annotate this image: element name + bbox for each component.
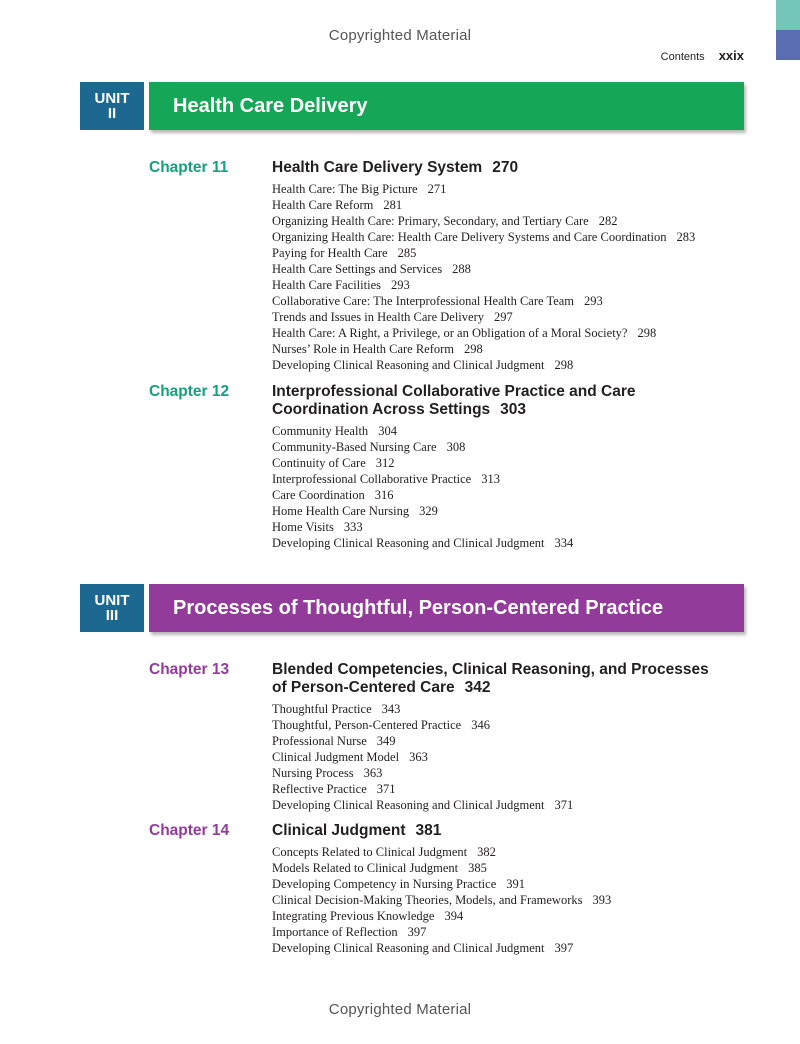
page-number: xxix <box>718 48 744 63</box>
section-entry: Thoughtful, Person-Centered Practice 346 <box>272 718 490 732</box>
section-entry: Home Visits 333 <box>272 520 363 534</box>
section-entry: Organizing Health Care: Primary, Secondary, and Tertiary Care 282 <box>272 214 618 228</box>
section-entry: Health Care: A Right, a Privilege, or an Obligation of a Moral Society? 298 <box>272 326 657 340</box>
section-entry: Community Health 304 <box>272 424 397 438</box>
section-entry: Community-Based Nursing Care 308 <box>272 440 466 454</box>
watermark-top: Copyrighted Material <box>328 27 472 44</box>
section-entry: Health Care Facilities 293 <box>272 278 410 292</box>
section-entry: Continuity of Care 312 <box>272 456 395 470</box>
section-entry: Health Care: The Big Picture 271 <box>272 182 447 196</box>
section-entry: Reflective Practice 371 <box>272 782 396 796</box>
corner-tab-blue <box>776 30 800 60</box>
chapter-title-line: Interprofessional Collaborative Practice and Care <box>272 383 636 400</box>
section-entry: Developing Clinical Reasoning and Clinical Judgment 298 <box>272 358 574 372</box>
section-entry: Models Related to Clinical Judgment 385 <box>272 861 487 875</box>
unit-word: UNIT <box>94 90 130 107</box>
section-entry: Health Care Settings and Services 288 <box>272 262 471 276</box>
section-list <box>272 423 742 551</box>
chapter-page: 342 <box>464 679 491 696</box>
chapter-title <box>272 159 742 177</box>
chapter-title-line: of Person-Centered Care <box>272 679 455 696</box>
chapter-label: Chapter 11 <box>149 159 229 176</box>
section-entry: Importance of Reflection 397 <box>272 925 427 939</box>
unit-numeral: III <box>105 607 119 624</box>
chapter-title <box>272 822 742 840</box>
section-entry: Health Care Reform 281 <box>272 198 403 212</box>
unit-2-header <box>80 82 744 130</box>
section-entry: Developing Competency in Nursing Practice 391 <box>272 877 525 891</box>
chapter-label: Chapter 13 <box>149 661 230 678</box>
chapter-title-line: Coordination Across Settings <box>272 401 491 418</box>
section-entry: Professional Nurse 349 <box>272 734 396 748</box>
chapter-title <box>272 383 742 419</box>
running-head-label: Contents <box>660 51 705 63</box>
chapter-label: Chapter 14 <box>149 822 230 839</box>
chapter-page: 303 <box>500 401 527 418</box>
chapter-title-line: Blended Competencies, Clinical Reasoning, and Processes <box>272 661 709 678</box>
section-entry: Thoughtful Practice 343 <box>272 702 401 716</box>
section-entry: Integrating Previous Knowledge 394 <box>272 909 464 923</box>
section-entry: Trends and Issues in Health Care Delivery 297 <box>272 310 513 324</box>
unit-2-number-box <box>80 82 144 130</box>
section-entry: Nursing Process 363 <box>272 766 383 780</box>
section-entry: Clinical Decision-Making Theories, Models, and Frameworks 393 <box>272 893 612 907</box>
chapter-label: Chapter 12 <box>149 383 230 400</box>
section-entry: Paying for Health Care 285 <box>272 246 417 260</box>
section-entry: Nurses’ Role in Health Care Reform 298 <box>272 342 483 356</box>
unit-3-title: Processes of Thoughtful, Person-Centered Practice <box>149 584 744 632</box>
section-entry: Developing Clinical Reasoning and Clinical Judgment 334 <box>272 536 574 550</box>
section-entry: Developing Clinical Reasoning and Clinical Judgment 371 <box>272 798 574 812</box>
section-entry: Collaborative Care: The Interprofessional Health Care Team 293 <box>272 294 603 308</box>
running-head <box>661 48 744 63</box>
chapter-title-line: Health Care Delivery System <box>272 159 483 176</box>
section-entry: Clinical Judgment Model 363 <box>272 750 428 764</box>
section-entry: Developing Clinical Reasoning and Clinical Judgment 397 <box>272 941 574 955</box>
unit-word: UNIT <box>94 592 130 609</box>
section-list <box>272 844 742 956</box>
unit-2-title: Health Care Delivery <box>149 82 744 130</box>
section-entry: Concepts Related to Clinical Judgment 382 <box>272 845 496 859</box>
section-entry: Care Coordination 316 <box>272 488 394 502</box>
chapter-title <box>272 661 742 697</box>
section-entry: Interprofessional Collaborative Practice 313 <box>272 472 500 486</box>
section-list <box>272 181 742 373</box>
unit-3-number-box <box>80 584 144 632</box>
section-entry: Organizing Health Care: Health Care Delivery Systems and Care Coordination 283 <box>272 230 696 244</box>
section-entry: Home Health Care Nursing 329 <box>272 504 438 518</box>
unit-3-header <box>80 584 744 632</box>
chapter-page: 270 <box>492 159 519 176</box>
unit-numeral: II <box>107 105 117 122</box>
chapter-title-line: Clinical Judgment <box>272 822 406 839</box>
watermark-bottom: Copyrighted Material <box>328 1001 472 1018</box>
section-list <box>272 701 742 813</box>
corner-tab-teal <box>776 0 800 30</box>
chapter-page: 381 <box>415 822 442 839</box>
